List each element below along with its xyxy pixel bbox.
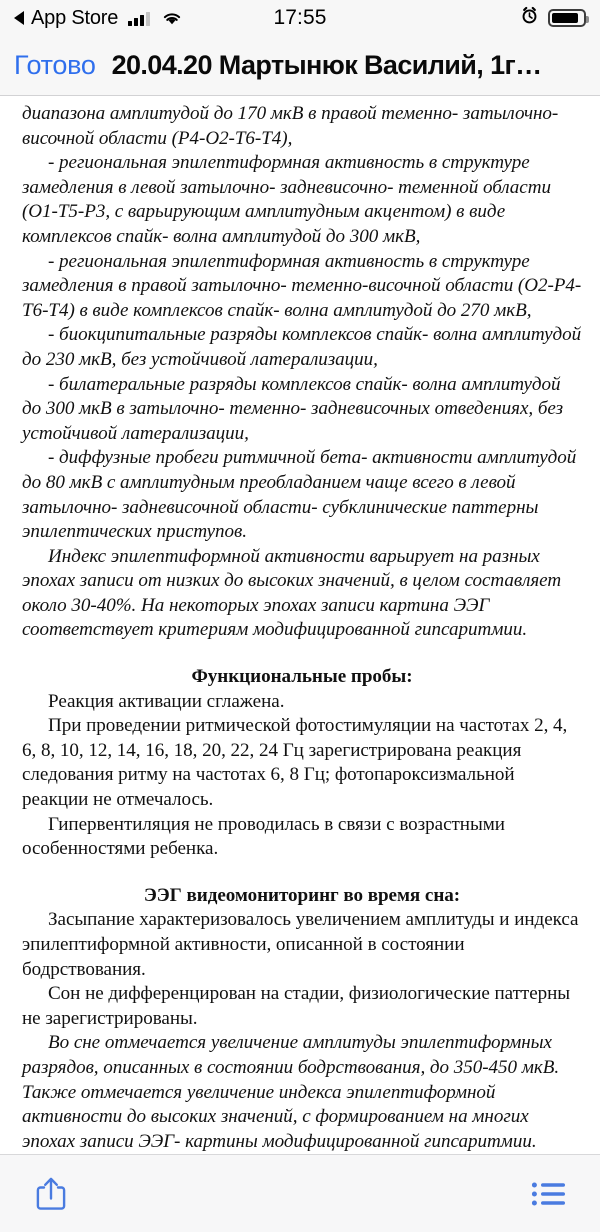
document-heading: ЭЭГ видеомониторинг во время сна: [143,884,461,906]
page-title: 20.04.20 Мартынюк Василий, 1г… [111,50,542,80]
document-paragraph: - биокципитальные разряды комплексов спайк- волна амплитудой до 230 мкВ, без устойчивой латерализации, [22,324,582,370]
battery-icon [548,9,586,27]
document-blocks [22,102,582,1154]
document-paragraph: При проведении ритмической фотостимуляции на частотах 2, 4, 6, 8, 10, 12, 14, 16, 18, 20, 22, 24 Гц зарегистрирована реакция следования ритму на частотах 6, 8 Гц; фотопароксизмальной реакции не отмечалось. [22,715,568,811]
document-heading: Функциональные пробы: [191,666,413,688]
status-bar-back-app-label[interactable]: App Store [31,6,119,29]
share-button[interactable] [28,1171,74,1217]
share-icon [34,1175,68,1213]
status-bar [0,0,600,36]
document-paragraph: диапазона амплитудой до 170 мкВ в правой теменно- затылочно-височной области (Р4-О2-Т6-Т4), [22,103,559,149]
document-paragraph: Засыпание характеризовалось увеличением амплитуды и индекса эпилептиформной активности, описанной в состоянии бодрствования. [22,909,579,980]
status-bar-clock: 17:55 [273,6,327,29]
document-paragraph: Во сне отмечается увеличение амплитуды эпилептиформных разрядов, описанных в состоянии бодрствования, до 350-450 мкВ. Также отмечается увеличение индекса эпилептиформной активности до высоких значений, с формированием на многих эпохах записи ЭЭГ- картины модифицированной гипсаритмии. [22,1032,560,1152]
paragraph-spacer [22,862,582,884]
document-paragraph: - региональная эпилептиформная активность в структуре замедления в правой затылочно- теменно-височной области (О2-Р4-Т6-Т4) в виде комплексов спайк- волна амплитудой до 270 мкВ, [22,250,582,321]
navigation-bar [0,36,600,96]
bulleted-list-icon [531,1180,567,1208]
document-paragraph: Индекс эпилептиформной активности варьирует на разных эпохах записи от низких до высоких значений, в целом составляет около 30-40%. На некоторых эпохах записи картина ЭЭГ соответствует критериям модифицированной гипсаритмии. [22,545,562,641]
table-of-contents-button[interactable] [526,1171,572,1217]
document-paragraph: Реакция активации сглажена. [48,690,285,712]
document-paragraph: Сон не дифференцирован на стадии, физиологические паттерны не зарегистрированы. [22,983,571,1029]
bottom-toolbar [0,1154,600,1232]
document-paragraph: Гипервентиляция не проводилась в связи с возрастными особенностями ребенка. [22,813,505,860]
document-paragraph: - диффузные пробеги ритмичной бета- активности амплитудой до 80 мкВ с амплитудным преобладанием чаще всего в левой затылочно- задневисочной области- субклинические паттерны эпилептических приступов. [22,447,577,543]
document-content[interactable] [0,96,600,1154]
done-button[interactable]: Готово [14,50,96,80]
document-paragraph: - билатеральные разряды комплексов спайк- волна амплитудой до 300 мкВ в затылочно- теменно- задневисочных отведениях, без устойчивой латерализации, [22,373,563,444]
document-paragraph: - региональная эпилептиформная активность в структуре замедления в левой затылочно- задневисочно- теменной области (О1-Т5-Р3, с варьирующим амплитудным акцентом) в виде комплексов спайк- волна амплитудой до 300 мкВ, [22,152,551,247]
paragraph-spacer [22,643,582,665]
